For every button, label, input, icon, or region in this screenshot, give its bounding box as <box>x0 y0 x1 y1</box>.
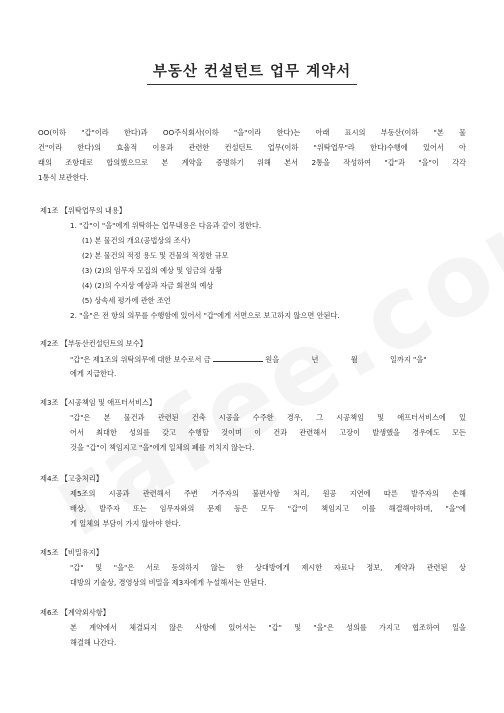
article-1-item-1: 1. "갑"이 "을"에게 위탁하는 업무내용은 다음과 같이 정한다. <box>70 221 262 230</box>
article-6-heading: 제6조 【계약외사항】 <box>40 608 110 617</box>
article-2-line-2: 에게 지급한다. <box>70 369 117 378</box>
intro-line: OO(이하 "갑"이라 한다)과 OO주식회사(이하 "을"이라 한다)는 아래 표시의 부동산(이하 "본 물 <box>38 128 466 137</box>
amount-blank <box>213 354 263 362</box>
article-6-line: 본 계약에서 체결되지 않은 사항에 있어서는 "갑" 및 "을"은 성의를 가지고 협조하여 일을 <box>70 623 466 632</box>
article-5-line: 대방의 기술상, 경영상의 비밀을 제3자에게 누설해서는 안된다. <box>70 578 267 587</box>
article-3-line: "갑"은 본 물건과 관련된 건축 시공을 수주한 경우, 그 시공책임 및 애프터서비스에 있 <box>70 413 466 422</box>
article-2-year: 년 <box>311 355 319 364</box>
article-4-line: 배상, 발주자 또는 임무자와의 문제 등은 모두 "갑"이 책임지고 이를 해결해야하며, "을"에 <box>70 504 466 513</box>
article-6-line: 해결해 나간다. <box>70 638 117 647</box>
article-1-subitem: (3) (2)의 임무자 모집의 예상 및 임금의 상황 <box>82 266 223 275</box>
article-4-heading: 제4조 【고충처리】 <box>40 474 103 483</box>
article-4-line: 게 일체의 부담이 가지 않아야 한다. <box>70 519 181 528</box>
intro-line: 1통식 보관한다. <box>38 173 89 182</box>
article-5-heading: 제5조 【비밀유지】 <box>40 548 103 557</box>
article-2-text: "갑"은 제1조의 위탁의무에 대한 보수로서 금 <box>70 355 211 364</box>
article-3-line: 것을 "갑"이 책임지고 "을"에게 일체의 폐를 끼치지 않는다. <box>70 443 255 452</box>
article-1-subitem: (5) 상속세 평가에 관한 조언 <box>82 296 171 305</box>
article-5-line: "갑" 및 "을"은 서로 동의하지 않는 한 상대방에게 제시한 자료나 정보, 계약과 관련된 상 <box>70 563 466 572</box>
article-2-day: 일까지 "을" <box>389 355 427 364</box>
article-3-heading: 제3조 【시공책임 및 애프터서비스】 <box>40 398 157 407</box>
article-2-text: 원을 <box>265 355 280 364</box>
article-1-subitem: (2) 본 물건의 적정 용도 및 건물의 적정한 규모 <box>82 251 229 260</box>
article-1-heading: 제1조 【위탁업무의 내용】 <box>40 206 127 215</box>
article-2-month: 월 <box>350 355 358 364</box>
article-2-heading: 제2조 【부동산컨설턴트의 보수】 <box>40 339 147 348</box>
article-1-item-2: 2. "을"은 전 항의 의무를 수행함에 있어서 "갑"에게 서면으로 보고하지 않으면 안된다. <box>70 311 340 320</box>
article-2-line-1 <box>70 354 427 365</box>
article-4-line: 제5조의 시공과 관련해서 주변 거주자의 불편사항 처리, 원공 지연에 따른 발주자의 손해 <box>70 489 466 498</box>
document-title: 부동산 컨설턴트 업무 계약서 <box>147 60 357 85</box>
article-1-subitem: (4) (2)의 수지상 예상과 자금 회전의 예상 <box>82 281 214 290</box>
article-1-subitem: (1) 본 물건의 개요(공법상의 조사) <box>82 236 191 245</box>
intro-line: 래의 조항대로 합의했으므로 본 계약을 증명하기 위해 본서 2통을 작성하여 "갑"과 "을"이 각각 <box>38 158 466 167</box>
article-3-line: 어서 최대한 성의를 갖고 수행할 것이며 이 건과 관련해서 고장이 발생했을 경우에도 모든 <box>70 428 466 437</box>
intro-line: 건"이라 한다)의 효율적 이용과 관련한 컨설턴트 업무(이하 "위탁업무"라 한다)수행에 있어서 아 <box>38 143 466 152</box>
